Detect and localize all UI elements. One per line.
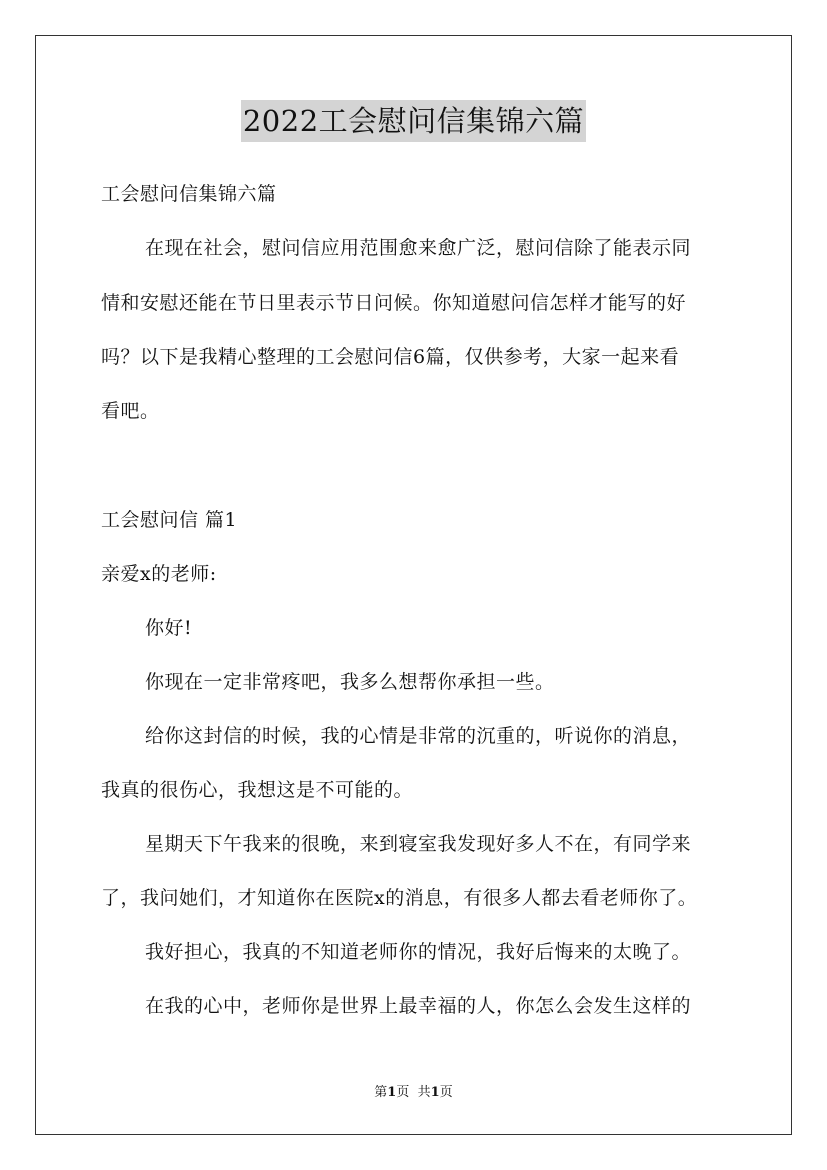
footer-total-prefix: 共 — [417, 1085, 431, 1100]
letter-line-3: 我真的很伤心，我想这是不可能的。 — [101, 779, 414, 801]
footer-total-pages: 1 — [430, 1085, 440, 1100]
intro-line-3: 吗？以下是我精心整理的工会慰问信6篇，仅供参考，大家一起来看 — [101, 346, 680, 368]
title-container — [0, 100, 827, 142]
letter-line-1: 你现在一定非常疼吧，我多么想帮你承担一些。 — [145, 671, 555, 693]
intro-line-1: 在现在社会，慰问信应用范围愈来愈广泛，慰问信除了能表示同 — [145, 237, 692, 259]
footer-page-suffix: 页 — [396, 1085, 410, 1100]
document-title: 2022工会慰问信集锦六篇 — [241, 100, 586, 142]
letter-line-5: 了，我问她们，才知道你在医院x的消息，有很多人都去看老师你了。 — [101, 887, 698, 909]
letter-heading: 工会慰问信 篇1 — [101, 509, 238, 531]
letter-line-2: 给你这封信的时候，我的心情是非常的沉重的，听说你的消息， — [145, 725, 692, 747]
intro-line-4: 看吧。 — [101, 400, 160, 422]
letter-salutation: 亲爱x的老师: — [101, 563, 217, 585]
footer-total-suffix: 页 — [439, 1085, 453, 1100]
page-footer — [0, 1085, 827, 1101]
letter-line-4: 星期天下午我来的很晚，来到寝室我发现好多人不在，有同学来 — [145, 833, 692, 855]
footer-page-prefix: 第 — [374, 1085, 388, 1100]
section-heading: 工会慰问信集锦六篇 — [101, 183, 277, 205]
footer-page-number: 1 — [387, 1085, 397, 1100]
intro-line-2: 情和安慰还能在节日里表示节日问候。你知道慰问信怎样才能写的好 — [101, 292, 687, 314]
letter-line-6: 我好担心，我真的不知道老师你的情况，我好后悔来的太晚了。 — [145, 941, 692, 963]
letter-line-7: 在我的心中，老师你是世界上最幸福的人，你怎么会发生这样的 — [145, 995, 692, 1017]
letter-greeting: 你好! — [145, 617, 193, 639]
